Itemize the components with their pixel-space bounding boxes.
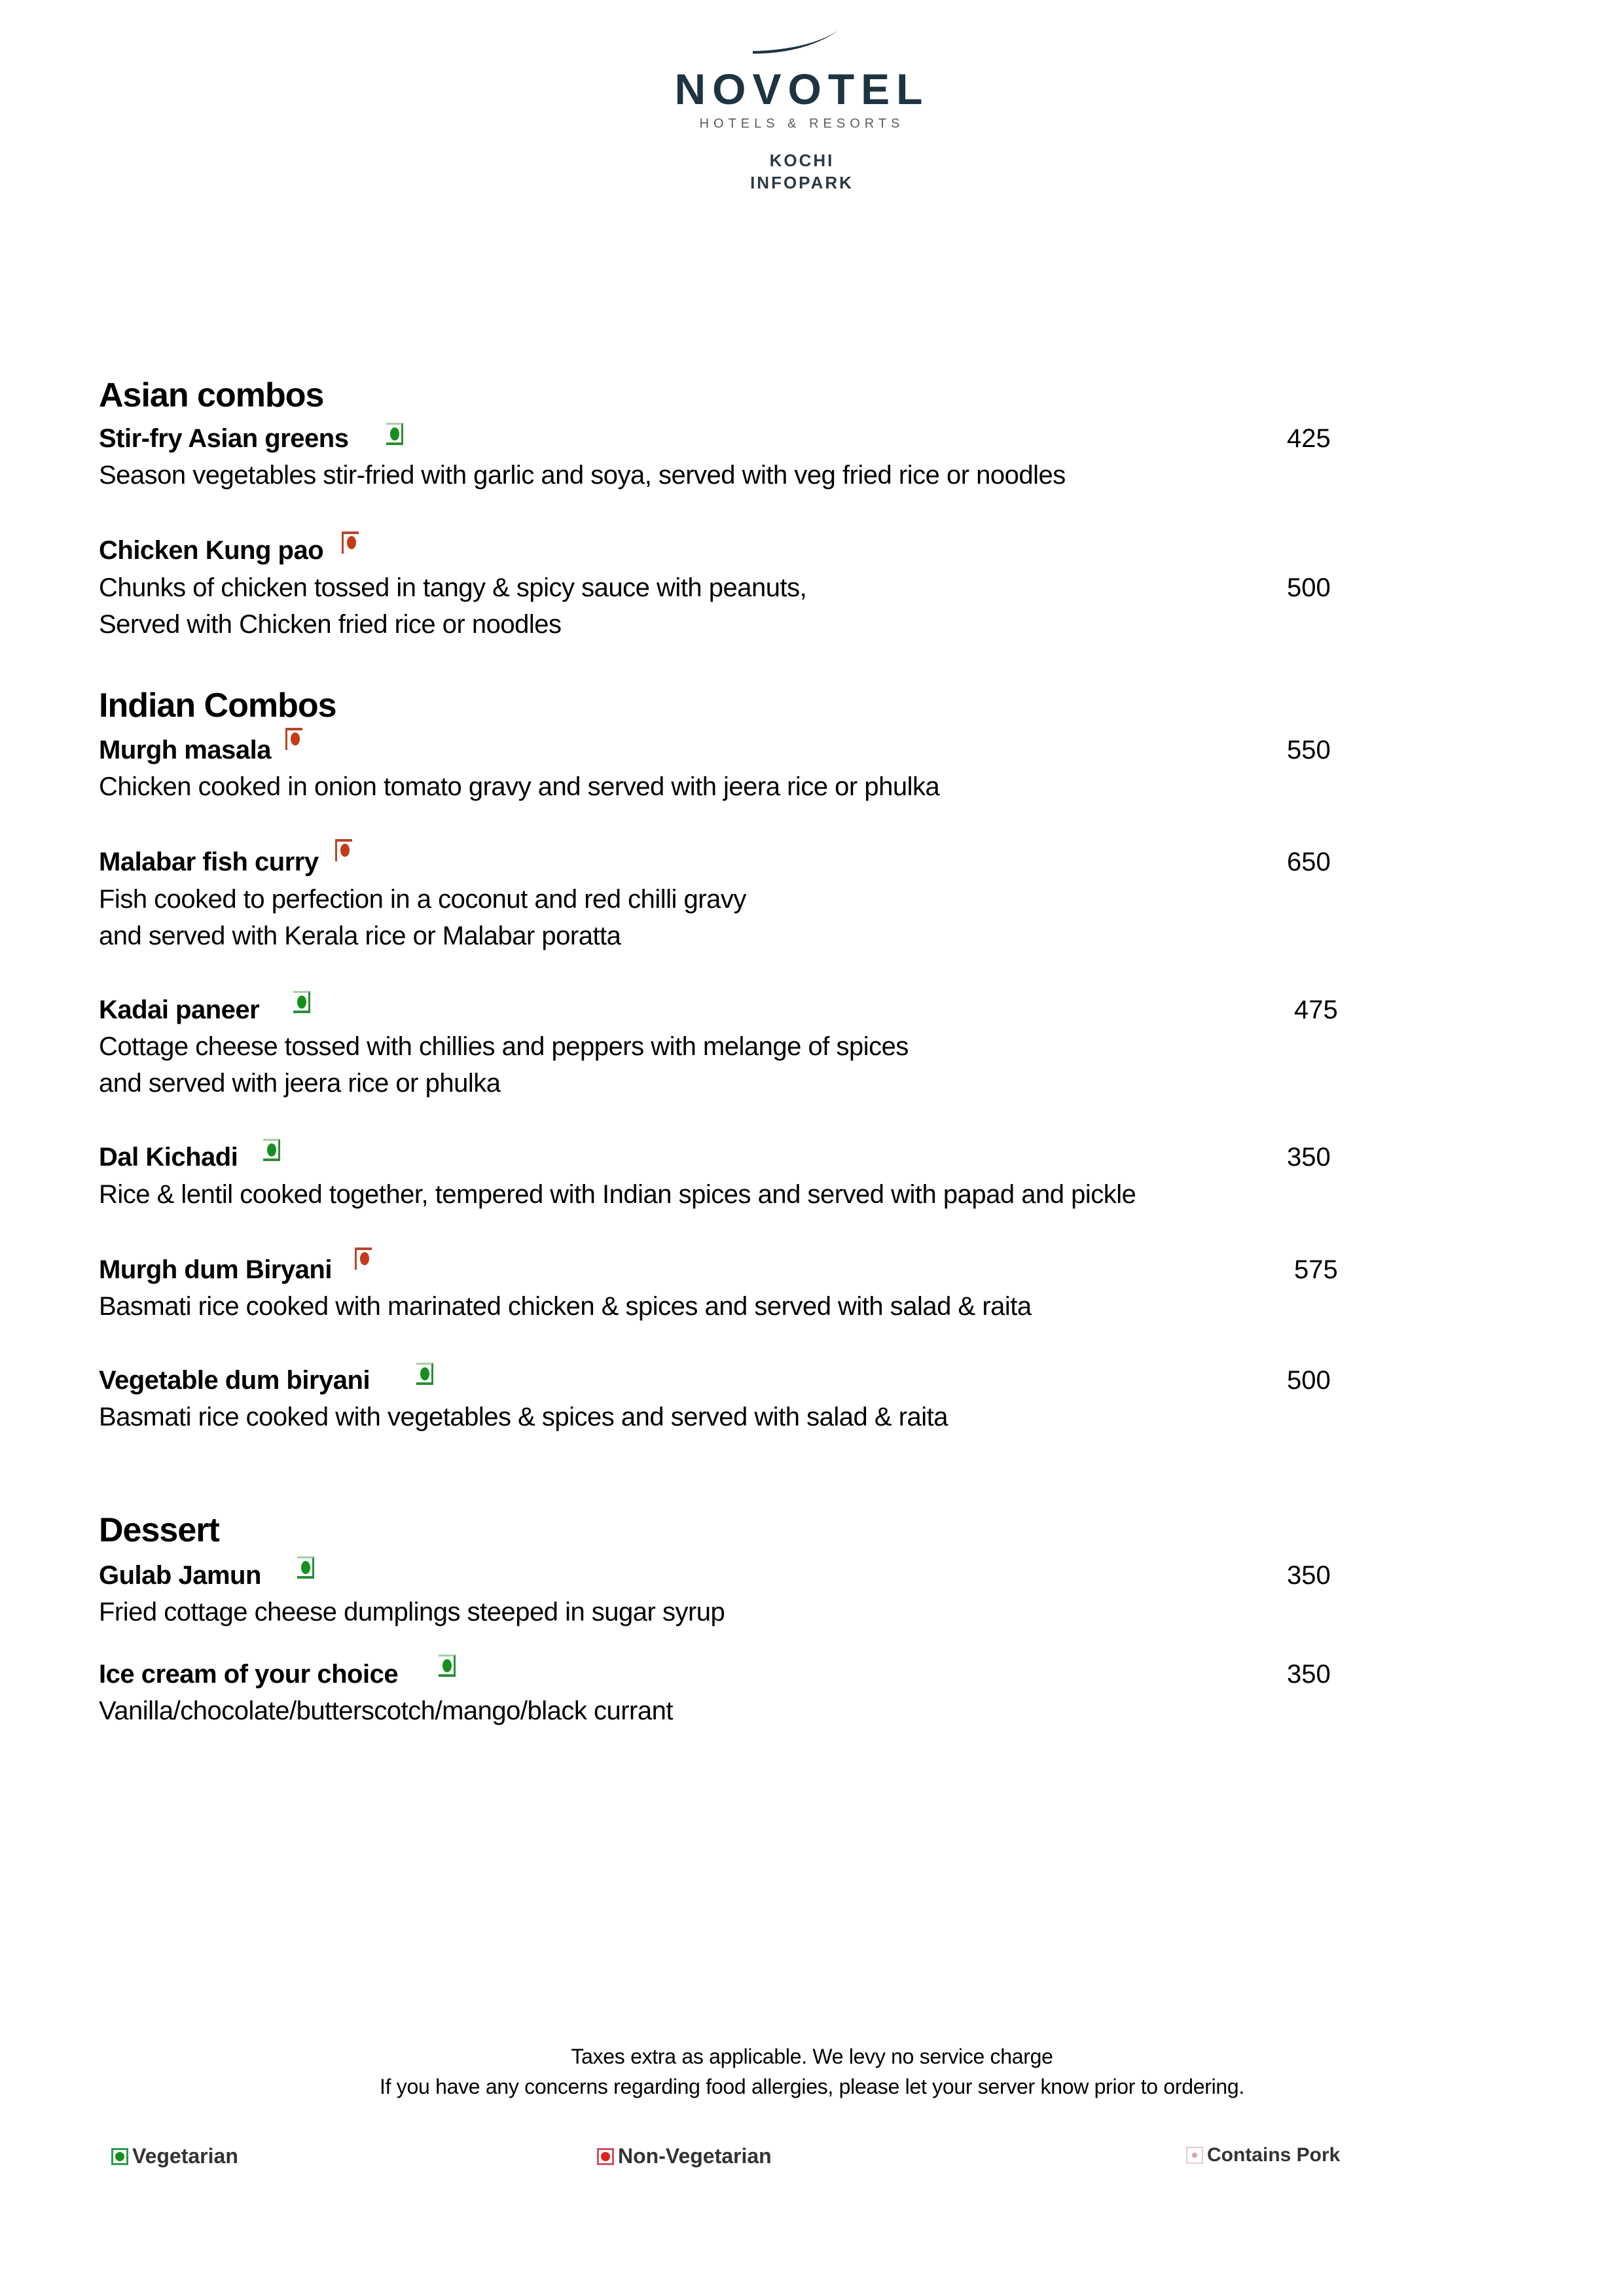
logo-swoosh-icon — [746, 26, 844, 59]
item-price: 500 — [1287, 573, 1331, 602]
veg-icon — [439, 1655, 456, 1677]
item-name: Gulab Jamun — [99, 1561, 261, 1590]
item-price: 550 — [1287, 736, 1331, 764]
hotel-area: INFOPARK — [750, 173, 854, 192]
veg-icon — [297, 1556, 314, 1579]
legend-label: Contains Pork — [1207, 2144, 1341, 2166]
item-name: Chicken Kung pao — [99, 536, 324, 565]
item-name: Murgh dum Biryani — [99, 1255, 332, 1284]
veg-icon — [111, 2148, 128, 2165]
item-name: Stir-fry Asian greens — [99, 424, 349, 453]
item-description: Basmati rice cooked with vegetables & spices and served with salad & raita — [99, 1403, 948, 1431]
hotel-city: KOCHI — [769, 151, 835, 170]
item-price: 650 — [1287, 848, 1331, 876]
section-title-dessert: Dessert — [99, 1511, 219, 1549]
item-description: Served with Chicken fried rice or noodles — [99, 610, 562, 639]
item-name: Kadai paneer — [99, 996, 260, 1024]
item-price: 500 — [1287, 1366, 1331, 1395]
veg-icon — [293, 991, 310, 1013]
non-veg-icon — [335, 839, 352, 861]
item-description: Chicken cooked in onion tomato gravy and served with jeera rice or phulka — [99, 772, 940, 801]
item-name: Dal Kichadi — [99, 1143, 238, 1172]
item-price: 350 — [1287, 1561, 1331, 1590]
veg-icon — [386, 423, 403, 445]
veg-icon — [416, 1363, 433, 1385]
non-veg-icon — [342, 531, 359, 554]
legend-contains-pork — [1186, 2144, 1340, 2166]
item-price: 350 — [1287, 1143, 1331, 1172]
non-veg-icon — [285, 728, 302, 750]
item-description: Cottage cheese tossed with chillies and peppers with melange of spices — [99, 1032, 909, 1061]
item-description: Basmati rice cooked with marinated chicken & spices and served with salad & raita — [99, 1292, 1032, 1321]
legend-non-vegetarian — [597, 2144, 772, 2168]
hotel-location — [661, 149, 943, 194]
legend-vegetarian — [111, 2144, 238, 2168]
non-veg-icon — [355, 1247, 372, 1270]
item-description: Fried cottage cheese dumplings steeped in sugar syrup — [99, 1598, 725, 1626]
item-name: Ice cream of your choice — [99, 1660, 399, 1689]
item-price: 350 — [1287, 1660, 1331, 1689]
item-description: Fish cooked to perfection in a coconut and red chilli gravy — [99, 885, 746, 914]
item-description: Chunks of chicken tossed in tangy & spicy sauce with peanuts, — [99, 573, 807, 602]
pork-icon — [1186, 2147, 1203, 2164]
item-description: Rice & lentil cooked together, tempered with Indian spices and served with papad and pickle — [99, 1180, 1136, 1209]
item-price: 475 — [1294, 996, 1338, 1024]
item-description: Vanilla/chocolate/butterscotch/mango/black currant — [99, 1696, 673, 1725]
item-description: and served with jeera rice or phulka — [99, 1069, 501, 1098]
item-price: 575 — [1294, 1255, 1338, 1284]
item-name: Malabar fish curry — [99, 848, 319, 876]
section-title-asian-combos: Asian combos — [99, 376, 324, 414]
item-description: Season vegetables stir-fried with garlic and soya, served with veg fried rice or noodles — [99, 461, 1066, 490]
item-price: 425 — [1287, 424, 1331, 453]
item-name: Vegetable dum biryani — [99, 1366, 370, 1395]
allergy-note: If you have any concerns regarding food allergies, please let your server know prior to ordering. — [380, 2075, 1244, 2098]
section-title-indian-combos: Indian Combos — [99, 687, 336, 725]
veg-icon — [263, 1139, 280, 1161]
item-description: and served with Kerala rice or Malabar poratta — [99, 922, 621, 950]
brand-tagline: HOTELS & RESORTS — [699, 117, 905, 131]
non-veg-icon — [597, 2148, 614, 2165]
legend-label: Vegetarian — [132, 2144, 238, 2168]
brand-logo: NOVOTEL — [674, 65, 929, 113]
tax-note: Taxes extra as applicable. We levy no service charge — [571, 2045, 1053, 2068]
item-name: Murgh masala — [99, 736, 271, 764]
legend-label: Non-Vegetarian — [618, 2144, 772, 2168]
